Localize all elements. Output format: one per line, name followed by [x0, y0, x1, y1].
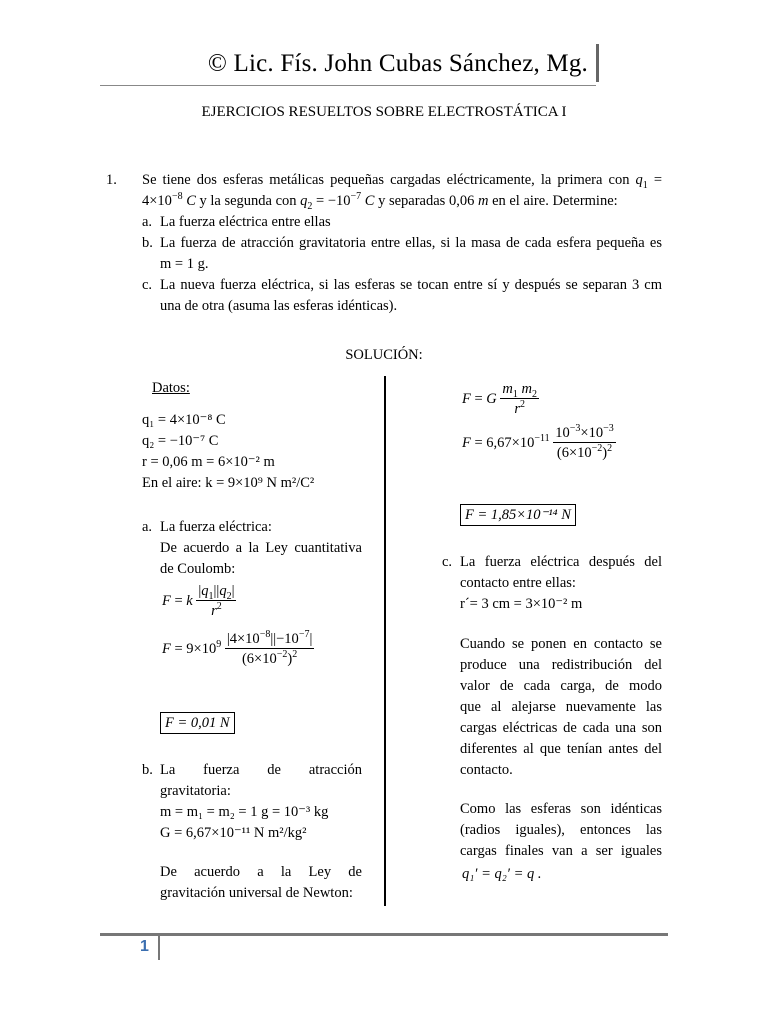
right-c-line-1: La fuerza eléctrica después del [460, 554, 662, 570]
header-title: © Lic. Fís. John Cubas Sánchez, Mg. [207, 50, 588, 77]
problem-b-text-2: m = 1 g. [160, 256, 209, 272]
right-p2-line-2: (radios iguales), entonces las [460, 822, 662, 838]
right-p1-line-1: Cuando se ponen en contacto se [460, 636, 662, 652]
dato-r: r = 0,06 m = 6×10⁻² m [142, 454, 275, 470]
left-b-line-6: gravitación universal de Newton: [160, 885, 353, 901]
right-p1-line-3: valor de cada carga, de modo [460, 678, 662, 694]
result-a: F = 0,01 N [160, 712, 235, 734]
dato-q2: q₂ = −10⁻⁷ C [142, 433, 219, 449]
left-b-label: b. [142, 762, 153, 778]
solution-title: SOLUCIÓN: [345, 347, 423, 363]
right-c-line-3: r´= 3 cm = 3×10⁻² m [460, 596, 583, 612]
header-rule [100, 85, 596, 86]
newton-formula: F = G $\frac{m_1 m_2}{r^2}$ [462, 381, 537, 417]
page-number: 1 [140, 938, 149, 955]
right-p1-line-4: que al alejarse nuevamente las [460, 699, 662, 715]
problem-a-text: La fuerza eléctrica entre ellas [160, 214, 331, 230]
datos-heading: Datos: [152, 380, 190, 396]
problem-c-label: c. [142, 277, 153, 293]
result-b: F = 1,85×10⁻¹⁴ N [460, 504, 576, 526]
dato-q1: q₁ = 4×10⁻⁸ C [142, 412, 226, 428]
dato-k: En el aire: k = 9×10⁹ N m²/C² [142, 475, 315, 491]
problem-a-label: a. [142, 214, 153, 230]
left-a-line-1: La fuerza eléctrica: [160, 519, 272, 535]
problem-c-text-1: La nueva fuerza eléctrica, si las esferas se tocan entre sí y después se separan 3 cm [160, 277, 662, 293]
right-p1-line-5: cargas eléctricas de cada una son [460, 720, 662, 736]
coulomb-substitution: $F = 9\times 10^9$ $\frac{|4\times 10^{-8}||-10^{-7}|}{(6\times 10^{-2})^2}$ [162, 629, 313, 667]
problem-line-2: $4\times 10^{-8}$ C y la segunda con $q_2 = -10^{-7}$ C y separadas 0,06 m en el aire. Determine: [142, 191, 618, 212]
problem-b-text-1: La fuerza de atracción gravitatoria entre ellas, si la masa de cada esfera pequeña es [160, 235, 662, 251]
column-divider [384, 376, 386, 906]
right-c-label: c. [442, 554, 453, 570]
left-a-line-2: De acuerdo a la Ley cuantitativa [160, 540, 362, 556]
left-a-line-3: de Coulomb: [160, 561, 236, 577]
right-c-line-2: contacto entre ellas: [460, 575, 576, 591]
left-b-line-2: gravitatoria: [160, 783, 231, 799]
newton-substitution: $F = 6,67\times 10^{-11}$ $\frac{10^{-3}\times 10^{-3}}{(6\times 10^{-2})^2}$ [462, 423, 614, 461]
right-p2-line-3: cargas finales van a ser iguales [460, 843, 662, 859]
document-title: EJERCICIOS RESUELTOS SOBRE ELECTROSTÁTICA I [201, 104, 567, 120]
left-a-label: a. [142, 519, 153, 535]
right-p1-line-2: produce una redistribución del [460, 657, 662, 673]
right-p1-line-6: diferentes al que tenían antes del [460, 741, 662, 757]
left-b-line-4: G = 6,67×10⁻¹¹ N m²/kg² [160, 825, 307, 841]
right-p1-line-7: contacto. [460, 762, 513, 778]
header-bar [596, 44, 599, 82]
footer-bar [158, 936, 160, 960]
right-p2-line-1: Como las esferas son idénticas [460, 801, 662, 817]
problem-number: 1. [106, 172, 117, 188]
coulomb-formula: F = k $\frac{|q_1||q_2|}{r^2}$ [162, 583, 235, 619]
left-b-line-3: m = m₁ = m₂ = 1 g = 10⁻³ kg [160, 804, 329, 820]
problem-b-label: b. [142, 235, 153, 251]
left-b-line-1: La fuerza de atracción [160, 762, 362, 778]
right-p2-equation: q₁′ = q₂′ = q . [462, 866, 542, 882]
problem-c-text-2: una de otra (asuma las esferas idénticas). [160, 298, 398, 314]
problem-line-1: Se tiene dos esferas metálicas pequeñas cargadas eléctricamente, la primera con $q_1$ = [142, 172, 663, 191]
footer-rule [100, 933, 668, 936]
left-b-line-5: De acuerdo a la Ley de [160, 864, 362, 880]
